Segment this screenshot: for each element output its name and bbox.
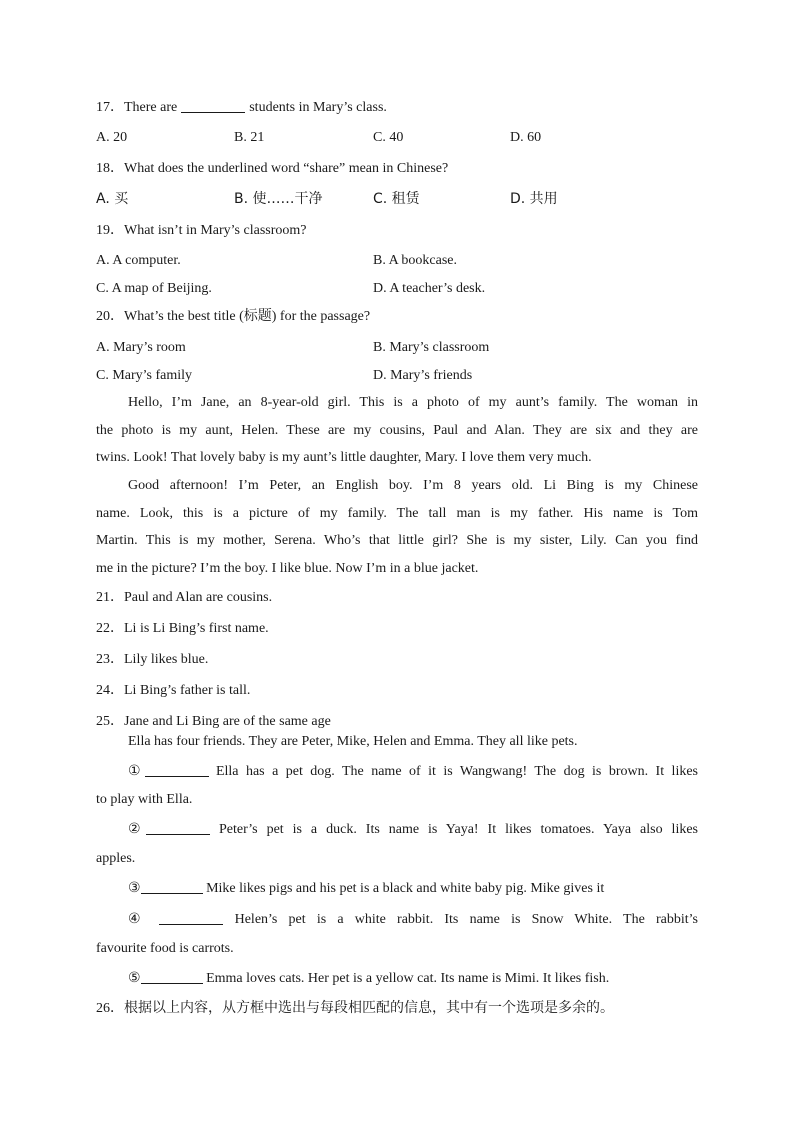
passage2-item-1-line2: to play with Ella.: [96, 792, 193, 807]
passage1-para2-line2: name. Look, this is a picture of my family. The tall man is my father. His name is Tom: [96, 506, 698, 521]
option-d: D. Mary’s friends: [373, 368, 473, 383]
passage1-para1-line2: the photo is my aunt, Helen. These are my cousins, Paul and Alan. They are six and they are: [96, 423, 698, 438]
question-19: [96, 222, 307, 240]
option-a: A. Mary’s room: [96, 340, 186, 355]
option-b: B. 21: [234, 130, 265, 145]
question-17: [96, 98, 387, 117]
worksheet-page: [96, 0, 698, 1123]
option-c: C. A map of Beijing.: [96, 281, 212, 296]
question-number: 18．: [96, 161, 124, 176]
statement-25: 25．Jane and Li Bing are of the same age: [96, 714, 331, 729]
answer-blank: [181, 98, 245, 113]
passage1-para1-line1: Hello, I’m Jane, an 8-year-old girl. This is a photo of my aunt’s family. The woman in: [128, 395, 698, 410]
passage2-item-1-line1: ① Ella has a pet dog. The name of it is Wangwang! The dog is brown. It likes: [128, 763, 698, 779]
question-number: 20．: [96, 309, 124, 324]
question-text: What’s the best title (标题) for the passage?: [124, 309, 371, 324]
passage2-item-3-line1: ③ Mike likes pigs and his pet is a black and white baby pig. Mike gives it: [128, 880, 605, 896]
option-c: C. Mary’s family: [96, 368, 193, 383]
passage1-para2-line3: Martin. This is my mother, Serena. Who’s that little girl? She is my sister, Lily. Can you find: [96, 533, 698, 548]
passage2-item-5-line1: ⑤ Emma loves cats. Her pet is a yellow cat. Its name is Mimi. It likes fish.: [128, 970, 610, 986]
passage2-intro: Ella has four friends. They are Peter, Mike, Helen and Emma. They all like pets.: [128, 734, 578, 749]
question-number: 26．: [96, 1001, 124, 1016]
question-text: What does the underlined word “share” mean in Chinese?: [124, 161, 449, 176]
statement-21: 21．Paul and Alan are cousins.: [96, 590, 273, 605]
option-a: A. 20: [96, 130, 128, 145]
question-text-pre: There are: [124, 100, 178, 115]
option-b: B. Mary’s classroom: [373, 340, 490, 355]
question-26: [96, 999, 614, 1018]
statement-22: 22．Li is Li Bing’s first name.: [96, 621, 269, 636]
passage1-para1-line3: twins. Look! That lovely baby is my aunt’s little daughter, Mary. I love them very much.: [96, 450, 592, 465]
question-text-post: students in Mary’s class.: [249, 100, 387, 115]
question-text: What isn’t in Mary’s classroom?: [124, 223, 307, 238]
passage1-para2-line1: Good afternoon! I’m Peter, an English boy. I’m 8 years old. Li Bing is my Chinese: [128, 478, 698, 493]
passage2-item-2-line2: apples.: [96, 851, 136, 866]
statement-24: 24．Li Bing’s father is tall.: [96, 683, 251, 698]
option-c: C. 40: [373, 130, 404, 145]
option-b: B. 使……干净: [234, 191, 323, 207]
question-20: [96, 308, 370, 326]
option-d: D. 共用: [510, 191, 558, 207]
passage2-item-2-line1: ② Peter’s pet is a duck. Its name is Yaya! It likes tomatoes. Yaya also likes: [128, 821, 698, 837]
option-d: D. A teacher’s desk.: [373, 281, 486, 296]
option-b: B. A bookcase.: [373, 253, 457, 268]
statement-23: 23．Lily likes blue.: [96, 652, 209, 667]
option-a: A. A computer.: [96, 253, 181, 268]
option-d: D. 60: [510, 130, 542, 145]
question-number: 17．: [96, 100, 124, 115]
question-number: 19．: [96, 223, 124, 238]
option-a: A. 买: [96, 191, 129, 207]
passage2-item-4-line1: ④ Helen’s pet is a white rabbit. Its name is Snow White. The rabbit’s: [128, 911, 698, 927]
question-text: 根据以上内容，从方框中选出与每段相匹配的信息，其中有一个选项是多余的。: [124, 1000, 614, 1016]
question-18: [96, 160, 448, 178]
option-c: C. 租赁: [373, 191, 420, 207]
passage2-item-4-line2: favourite food is carrots.: [96, 941, 234, 956]
passage1-para2-line4: me in the picture? I’m the boy. I like blue. Now I’m in a blue jacket.: [96, 561, 479, 576]
